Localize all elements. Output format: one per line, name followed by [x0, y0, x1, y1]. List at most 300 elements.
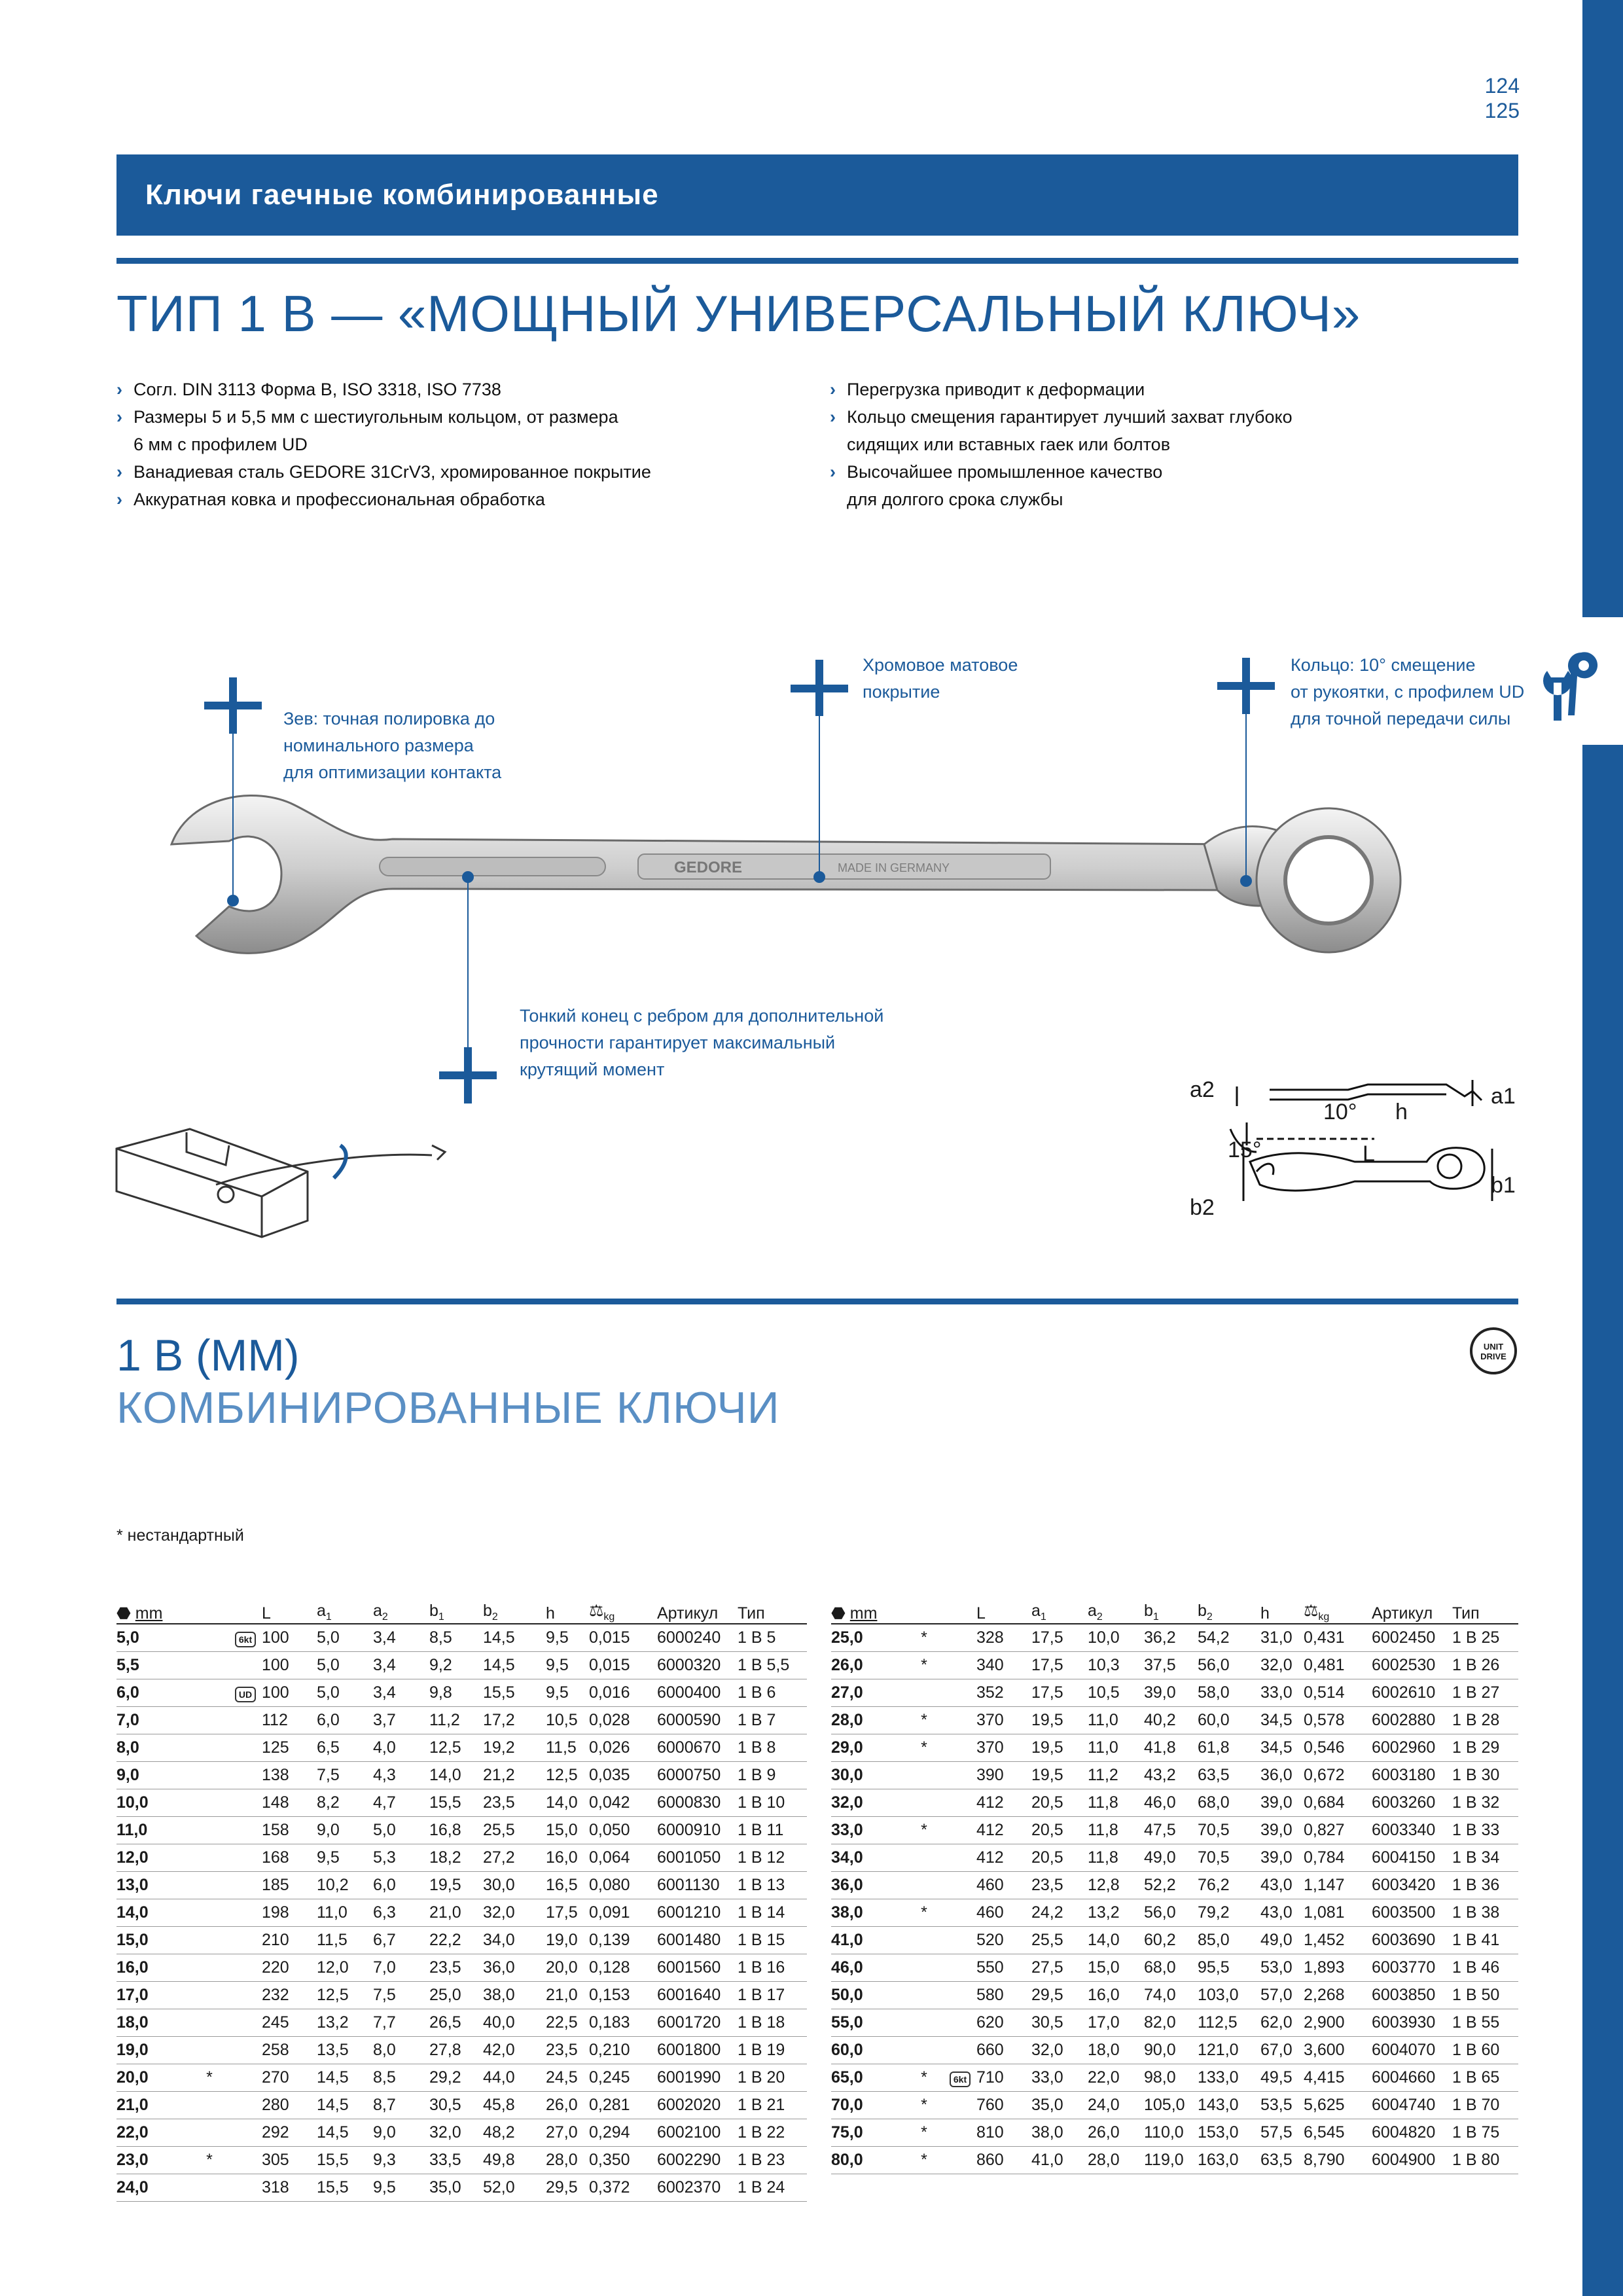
a2-cell: 11,2 [1088, 1762, 1144, 1789]
b1-cell: 15,5 [429, 1789, 483, 1817]
article-cell: 6000910 [657, 1817, 738, 1844]
h-cell: 11,5 [546, 1734, 589, 1762]
feature-item: › Перегрузка приводит к деформации [830, 376, 1293, 403]
size-cell: 28,0 [831, 1707, 904, 1734]
dim-label-a2: a2 [1190, 1077, 1215, 1102]
profile-badge-cell [944, 1954, 976, 1982]
b1-cell: 32,0 [429, 2119, 483, 2147]
brand-engraving: GEDORE [674, 859, 743, 876]
h-cell: 62,0 [1260, 2009, 1304, 2037]
nonstandard-mark-cell [904, 1872, 944, 1899]
profile-badge-cell [944, 2009, 976, 2037]
a2-cell: 10,3 [1088, 1652, 1144, 1679]
profile-badge-cell [944, 1762, 976, 1789]
length-cell: 232 [262, 1982, 317, 2009]
profile-badge-cell [944, 2037, 976, 2064]
b1-cell: 8,5 [429, 1624, 483, 1652]
b2-cell: 15,5 [483, 1679, 546, 1707]
profile-badge-cell [229, 2092, 262, 2119]
a1-cell: 20,5 [1031, 1844, 1088, 1872]
h-cell: 39,0 [1260, 1817, 1304, 1844]
table-row [831, 1679, 1518, 1707]
table-row [116, 2147, 807, 2174]
a2-cell: 3,4 [373, 1679, 429, 1707]
a2-cell: 11,0 [1088, 1734, 1144, 1762]
type-cell: 1 B 65 [1452, 2064, 1518, 2092]
a1-cell: 15,5 [317, 2147, 373, 2174]
length-cell: 318 [262, 2174, 317, 2202]
category-title: Ключи гаечные комбинированные [145, 179, 659, 211]
size-cell: 5,0 [116, 1624, 190, 1652]
b2-cell: 21,2 [483, 1762, 546, 1789]
table-row [831, 1982, 1518, 2009]
type-cell: 1 B 50 [1452, 1982, 1518, 2009]
a1-cell: 13,2 [317, 2009, 373, 2037]
profile-badge-cell [229, 2119, 262, 2147]
b1-cell: 27,8 [429, 2037, 483, 2064]
a1-cell: 23,5 [1031, 1872, 1088, 1899]
a1-cell: 20,5 [1031, 1817, 1088, 1844]
type-cell: 1 B 25 [1452, 1624, 1518, 1652]
chevron-right-icon: › [116, 490, 122, 509]
b1-cell: 16,8 [429, 1817, 483, 1844]
length-cell: 112 [262, 1707, 317, 1734]
h-cell: 16,5 [546, 1872, 589, 1899]
article-cell: 6001800 [657, 2037, 738, 2064]
profile-badge-cell [229, 1762, 262, 1789]
length-cell: 710 [976, 2064, 1031, 2092]
a1-cell: 10,2 [317, 1872, 373, 1899]
type-cell: 1 B 70 [1452, 2092, 1518, 2119]
a1-cell: 9,0 [317, 1817, 373, 1844]
size-cell: 65,0 [831, 2064, 904, 2092]
b2-cell: 48,2 [483, 2119, 546, 2147]
nonstandard-mark-cell: * [904, 2119, 944, 2147]
b2-cell: 121,0 [1198, 2037, 1260, 2064]
table-row [116, 1982, 807, 2009]
weight-cell: 1,452 [1304, 1927, 1372, 1954]
article-cell: 6004150 [1372, 1844, 1452, 1872]
b1-cell: 19,5 [429, 1872, 483, 1899]
nonstandard-mark-cell [190, 2119, 229, 2147]
type-cell: 1 B 5,5 [738, 1652, 807, 1679]
table-row [116, 1734, 807, 1762]
a1-cell: 14,5 [317, 2092, 373, 2119]
a2-header: $a_2$ [373, 1601, 429, 1624]
type-cell: 1 B 36 [1452, 1872, 1518, 1899]
h-cell: 43,0 [1260, 1899, 1304, 1927]
length-cell: 125 [262, 1734, 317, 1762]
nonstandard-mark-cell: * [904, 1652, 944, 1679]
b1-cell: 49,0 [1144, 1844, 1198, 1872]
length-cell: 100 [262, 1624, 317, 1652]
a2-cell: 8,7 [373, 2092, 429, 2119]
a2-cell: 6,3 [373, 1899, 429, 1927]
b2-cell: 61,8 [1198, 1734, 1260, 1762]
type-cell: 1 B 30 [1452, 1762, 1518, 1789]
weight-cell: 3,600 [1304, 2037, 1372, 2064]
a2-cell: 8,0 [373, 2037, 429, 2064]
profile-badge-cell [229, 1679, 262, 1707]
a1-cell: 27,5 [1031, 1954, 1088, 1982]
type-cell: 1 B 20 [738, 2064, 807, 2092]
article-cell: 6002610 [1372, 1679, 1452, 1707]
type-cell: 1 B 19 [738, 2037, 807, 2064]
chevron-right-icon: › [116, 380, 122, 399]
profile-badge-cell [944, 1789, 976, 1817]
size-cell: 9,0 [116, 1762, 190, 1789]
table-row [831, 1817, 1518, 1844]
b2-cell: 49,8 [483, 2147, 546, 2174]
a1-cell: 19,5 [1031, 1734, 1088, 1762]
a2-cell: 11,0 [1088, 1707, 1144, 1734]
article-cell: 6003500 [1372, 1899, 1452, 1927]
type-header: Тип [738, 1601, 807, 1624]
h-cell: 33,0 [1260, 1679, 1304, 1707]
length-header: L [976, 1601, 1031, 1624]
b2-cell: 133,0 [1198, 2064, 1260, 2092]
length-cell: 810 [976, 2119, 1031, 2147]
h-cell: 67,0 [1260, 2037, 1304, 2064]
weight-cell: 1,893 [1304, 1954, 1372, 1982]
table-row [116, 2064, 807, 2092]
a2-cell: 9,3 [373, 2147, 429, 2174]
weight-cell: 2,268 [1304, 1982, 1372, 2009]
type-cell: 1 B 14 [738, 1899, 807, 1927]
h-cell: 22,5 [546, 2009, 589, 2037]
weight-cell: 0,042 [589, 1789, 657, 1817]
length-cell: 340 [976, 1652, 1031, 1679]
a2-cell: 16,0 [1088, 1982, 1144, 2009]
feature-item: › Аккуратная ковка и профессиональная обработка [116, 486, 651, 513]
a1-cell: 14,5 [317, 2064, 373, 2092]
table-row [116, 1844, 807, 1872]
b1-cell: 119,0 [1144, 2147, 1198, 2174]
a2-cell: 11,8 [1088, 1789, 1144, 1817]
size-cell: 75,0 [831, 2119, 904, 2147]
size-cell: 29,0 [831, 1734, 904, 1762]
h-cell: 32,0 [1260, 1652, 1304, 1679]
b2-cell: 40,0 [483, 2009, 546, 2037]
size-cell: 60,0 [831, 2037, 904, 2064]
nonstandard-mark-cell [904, 2037, 944, 2064]
article-cell: 6000750 [657, 1762, 738, 1789]
b2-cell: 45,8 [483, 2092, 546, 2119]
weight-header: $⚖_{kg}$ [1304, 1601, 1372, 1624]
article-cell: 6004740 [1372, 2092, 1452, 2119]
a2-cell: 8,5 [373, 2064, 429, 2092]
b2-cell: 42,0 [483, 2037, 546, 2064]
nonstandard-mark-cell [190, 2174, 229, 2202]
b1-cell: 33,5 [429, 2147, 483, 2174]
nonstandard-mark-cell: * [190, 2064, 229, 2092]
length-cell: 860 [976, 2147, 1031, 2174]
nonstandard-mark-cell [904, 1789, 944, 1817]
weight-cell: 0,350 [589, 2147, 657, 2174]
a2-cell: 18,0 [1088, 2037, 1144, 2064]
article-cell: 6002290 [657, 2147, 738, 2174]
profile-badge-cell [944, 1679, 976, 1707]
b1-cell: 46,0 [1144, 1789, 1198, 1817]
table-row [831, 2119, 1518, 2147]
feature-item: › Высочайшее промышленное качество для долгого срока службы [830, 458, 1293, 513]
table-row [831, 1899, 1518, 1927]
length-cell: 100 [262, 1652, 317, 1679]
profile-badge-cell [944, 2064, 976, 2092]
b1-cell: 12,5 [429, 1734, 483, 1762]
article-cell: 6002960 [1372, 1734, 1452, 1762]
size-cell: 25,0 [831, 1624, 904, 1652]
weight-cell: 0,015 [589, 1652, 657, 1679]
h-cell: 49,5 [1260, 2064, 1304, 2092]
length-cell: 412 [976, 1817, 1031, 1844]
size-cell: 70,0 [831, 2092, 904, 2119]
b2-cell: 58,0 [1198, 1679, 1260, 1707]
type-cell: 1 B 27 [1452, 1679, 1518, 1707]
type-cell: 1 B 28 [1452, 1707, 1518, 1734]
b1-cell: 18,2 [429, 1844, 483, 1872]
weight-cell: 0,080 [589, 1872, 657, 1899]
profile-badge-cell [944, 1899, 976, 1927]
b1-cell: 26,5 [429, 2009, 483, 2037]
b2-cell: 143,0 [1198, 2092, 1260, 2119]
b2-cell: 34,0 [483, 1927, 546, 1954]
table-row [116, 1899, 807, 1927]
b1-cell: 40,2 [1144, 1707, 1198, 1734]
size-cell: 19,0 [116, 2037, 190, 2064]
h-cell: 53,0 [1260, 1954, 1304, 1982]
table-row [116, 1872, 807, 1899]
a1-cell: 12,0 [317, 1954, 373, 1982]
nonstandard-mark-cell: * [904, 1707, 944, 1734]
a2-cell: 4,0 [373, 1734, 429, 1762]
weight-cell: 0,514 [1304, 1679, 1372, 1707]
b2-cell: 95,5 [1198, 1954, 1260, 1982]
size-cell: 34,0 [831, 1844, 904, 1872]
profile-badge-cell [229, 1899, 262, 1927]
nonstandard-mark-cell [190, 1734, 229, 1762]
a1-cell: 6,0 [317, 1707, 373, 1734]
type-cell: 1 B 6 [738, 1679, 807, 1707]
callout-jaw: Зев: точная полировка до номинального размера для оптимизации контакта [283, 709, 502, 782]
type-cell: 1 B 55 [1452, 2009, 1518, 2037]
size-cell: 32,0 [831, 1789, 904, 1817]
type-cell: 1 B 60 [1452, 2037, 1518, 2064]
a2-header: $a_2$ [1088, 1601, 1144, 1624]
chevron-right-icon: › [116, 462, 122, 482]
nonstandard-mark-cell [190, 1982, 229, 2009]
chevron-right-icon: › [830, 380, 836, 399]
type-cell: 1 B 11 [738, 1817, 807, 1844]
weight-cell: 0,026 [589, 1734, 657, 1762]
weight-cell: 0,684 [1304, 1789, 1372, 1817]
h-cell: 49,0 [1260, 1927, 1304, 1954]
h-cell: 17,5 [546, 1899, 589, 1927]
nonstandard-mark-cell [904, 1844, 944, 1872]
table-row [116, 2119, 807, 2147]
type-cell: 1 B 12 [738, 1844, 807, 1872]
profile-badge-cell [229, 1707, 262, 1734]
a2-cell: 26,0 [1088, 2119, 1144, 2147]
type-cell: 1 B 22 [738, 2119, 807, 2147]
size-column-header: ⬣ mm [831, 1601, 904, 1624]
b1-cell: 21,0 [429, 1899, 483, 1927]
length-cell: 305 [262, 2147, 317, 2174]
nonstandard-mark-cell: * [904, 2147, 944, 2174]
nonstandard-mark-cell: * [904, 1624, 944, 1652]
page-numbers [1485, 73, 1520, 123]
type-cell: 1 B 10 [738, 1789, 807, 1817]
a1-cell: 20,5 [1031, 1789, 1088, 1817]
a1-header: $a_1$ [317, 1601, 373, 1624]
a1-cell: 32,0 [1031, 2037, 1088, 2064]
table-row [831, 2092, 1518, 2119]
h-cell: 24,5 [546, 2064, 589, 2092]
a2-cell: 15,0 [1088, 1954, 1144, 1982]
profile-badge-cell [229, 2147, 262, 2174]
side-tab-band-bottom [1582, 745, 1623, 2296]
b2-cell: 163,0 [1198, 2147, 1260, 2174]
nonstandard-mark-cell [904, 1954, 944, 1982]
table-row [116, 1762, 807, 1789]
article-cell: 6001560 [657, 1954, 738, 1982]
article-cell: 6003770 [1372, 1954, 1452, 1982]
h-cell: 27,0 [546, 2119, 589, 2147]
b1-cell: 25,0 [429, 1982, 483, 2009]
a1-cell: 29,5 [1031, 1982, 1088, 2009]
b1-cell: 9,2 [429, 1652, 483, 1679]
b1-cell: 14,0 [429, 1762, 483, 1789]
nonstandard-mark-cell [190, 2092, 229, 2119]
spec-table-body [116, 1624, 807, 2202]
profile-badge-cell [944, 1927, 976, 1954]
a1-cell: 5,0 [317, 1652, 373, 1679]
a1-cell: 33,0 [1031, 2064, 1088, 2092]
article-cell: 6001050 [657, 1844, 738, 1872]
article-cell: 6004820 [1372, 2119, 1452, 2147]
b2-header: $b_2$ [483, 1601, 546, 1624]
b2-cell: 54,2 [1198, 1624, 1260, 1652]
b2-cell: 19,2 [483, 1734, 546, 1762]
length-cell: 550 [976, 1954, 1031, 1982]
size-cell: 15,0 [116, 1927, 190, 1954]
weight-cell: 0,050 [589, 1817, 657, 1844]
b1-cell: 36,2 [1144, 1624, 1198, 1652]
type-cell: 1 B 80 [1452, 2147, 1518, 2174]
a1-cell: 11,5 [317, 1927, 373, 1954]
length-cell: 148 [262, 1789, 317, 1817]
article-cell: 6003690 [1372, 1927, 1452, 1954]
a2-cell: 9,0 [373, 2119, 429, 2147]
type-cell: 1 B 32 [1452, 1789, 1518, 1817]
h-header: h [546, 1601, 589, 1624]
type-cell: 1 B 7 [738, 1707, 807, 1734]
a1-cell: 17,5 [1031, 1624, 1088, 1652]
a2-cell: 7,5 [373, 1982, 429, 2009]
table-row [831, 1872, 1518, 1899]
type-cell: 1 B 8 [738, 1734, 807, 1762]
h-cell: 9,5 [546, 1679, 589, 1707]
length-cell: 580 [976, 1982, 1031, 2009]
weight-cell: 0,546 [1304, 1734, 1372, 1762]
size-cell: 33,0 [831, 1817, 904, 1844]
section-divider [116, 1299, 1518, 1304]
a2-cell: 6,0 [373, 1872, 429, 1899]
b1-cell: 11,2 [429, 1707, 483, 1734]
hexagon-icon: ⬣ [116, 1604, 131, 1623]
a1-cell: 14,5 [317, 2119, 373, 2147]
article-cell: 6001640 [657, 1982, 738, 2009]
b2-header: $b_2$ [1198, 1601, 1260, 1624]
b2-cell: 68,0 [1198, 1789, 1260, 1817]
article-header: Артикул [657, 1601, 738, 1624]
nonstandard-mark-cell: * [190, 2147, 229, 2174]
weight-cell: 5,625 [1304, 2092, 1372, 2119]
nonstandard-mark-cell [190, 1624, 229, 1652]
ud-profile-badge-icon: UD [235, 1687, 256, 1702]
weight-cell: 0,128 [589, 1954, 657, 1982]
weight-cell: 0,281 [589, 2092, 657, 2119]
b1-header: $b_1$ [1144, 1601, 1198, 1624]
length-cell: 210 [262, 1927, 317, 1954]
a1-cell: 24,2 [1031, 1899, 1088, 1927]
a2-cell: 9,5 [373, 2174, 429, 2202]
b2-cell: 38,0 [483, 1982, 546, 2009]
weight-cell: 0,064 [589, 1844, 657, 1872]
b2-cell: 70,5 [1198, 1817, 1260, 1844]
table-row [831, 1762, 1518, 1789]
a1-cell: 17,5 [1031, 1679, 1088, 1707]
profile-badge-cell [944, 2147, 976, 2174]
h-cell: 14,0 [546, 1789, 589, 1817]
profile-badge-cell [229, 2064, 262, 2092]
article-cell: 6000590 [657, 1707, 738, 1734]
scale-icon: ⚖ [589, 1602, 604, 1620]
length-cell: 660 [976, 2037, 1031, 2064]
profile-badge-cell [229, 1817, 262, 1844]
a1-cell: 7,5 [317, 1762, 373, 1789]
scale-icon: ⚖ [1304, 1602, 1319, 1620]
a1-header: $a_1$ [1031, 1601, 1088, 1624]
article-cell: 6003850 [1372, 1982, 1452, 2009]
weight-cell: 0,091 [589, 1899, 657, 1927]
nonstandard-mark-cell [190, 2037, 229, 2064]
a2-cell: 13,2 [1088, 1899, 1144, 1927]
spec-table-left [116, 1601, 807, 2202]
article-cell: 6002100 [657, 2119, 738, 2147]
length-cell: 412 [976, 1789, 1031, 1817]
product-type-title: ТИП 1 В — «МОЩНЫЙ УНИВЕРСАЛЬНЫЙ КЛЮЧ» [116, 285, 1361, 342]
article-cell: 6004900 [1372, 2147, 1452, 2174]
type-cell: 1 B 21 [738, 2092, 807, 2119]
a2-cell: 7,0 [373, 1954, 429, 1982]
b2-cell: 25,5 [483, 1817, 546, 1844]
b1-cell: 41,8 [1144, 1734, 1198, 1762]
size-cell: 13,0 [116, 1872, 190, 1899]
h-cell: 39,0 [1260, 1789, 1304, 1817]
weight-cell: 2,900 [1304, 2009, 1372, 2037]
nonstandard-mark-cell: * [904, 2064, 944, 2092]
size-cell: 8,0 [116, 1734, 190, 1762]
article-cell: 6003260 [1372, 1789, 1452, 1817]
h-cell: 31,0 [1260, 1624, 1304, 1652]
a2-cell: 3,4 [373, 1624, 429, 1652]
spec-table-body [831, 1624, 1518, 2174]
b2-cell: 14,5 [483, 1624, 546, 1652]
a1-cell: 5,0 [317, 1679, 373, 1707]
dim-label-angle15: 15° [1228, 1138, 1262, 1162]
b2-cell: 63,5 [1198, 1762, 1260, 1789]
